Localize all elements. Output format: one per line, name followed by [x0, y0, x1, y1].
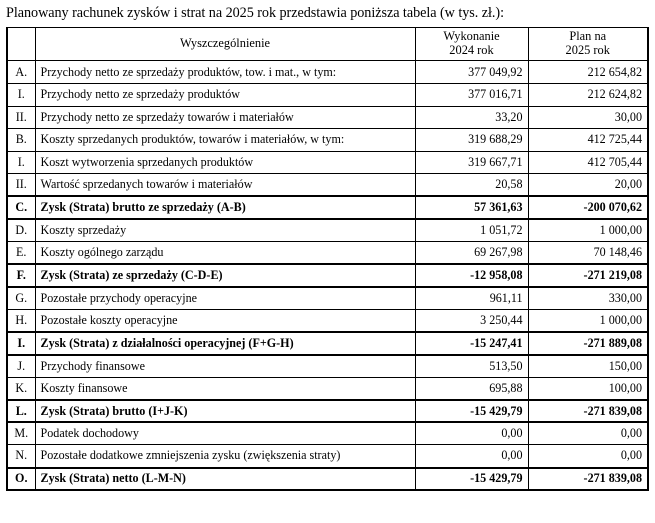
row-value-plan-2025: 100,00	[528, 377, 648, 400]
row-value-plan-2025: 412 705,44	[528, 151, 648, 174]
row-value-plan-2025: 0,00	[528, 445, 648, 468]
row-letter: B.	[7, 129, 35, 152]
table-row	[7, 355, 648, 378]
table-row	[7, 61, 648, 84]
row-letter: K.	[7, 377, 35, 400]
intro-paragraph: Planowany rachunek zysków i strat na 2025 rok przedstawia poniższa tabela (w tys. zł.):	[6, 5, 504, 21]
row-letter: II.	[7, 106, 35, 129]
row-description: Koszt wytworzenia sprzedanych produktów	[35, 151, 415, 174]
row-letter: I.	[7, 151, 35, 174]
row-letter: F.	[7, 264, 35, 287]
table-row	[7, 196, 648, 219]
table-row	[7, 445, 648, 468]
row-value-actual-2024: -15 429,79	[415, 400, 528, 423]
row-value-actual-2024: 0,00	[415, 445, 528, 468]
row-value-actual-2024: 0,00	[415, 422, 528, 445]
table-row	[7, 83, 648, 106]
row-value-plan-2025: 212 654,82	[528, 61, 648, 84]
column-header-plan-line2: 2025 rok	[565, 43, 610, 58]
row-value-actual-2024: 377 016,71	[415, 83, 528, 106]
row-letter: G.	[7, 287, 35, 310]
table-row	[7, 151, 648, 174]
row-description: Pozostałe koszty operacyjne	[35, 309, 415, 332]
row-value-plan-2025: -271 839,08	[528, 468, 648, 491]
row-value-actual-2024: -15 247,41	[415, 332, 528, 355]
column-header-plan	[528, 28, 648, 61]
row-description: Pozostałe przychody operacyjne	[35, 287, 415, 310]
row-value-plan-2025: -271 839,08	[528, 400, 648, 423]
row-description: Przychody netto ze sprzedaży towarów i materiałów	[35, 106, 415, 129]
row-value-plan-2025: -271 889,08	[528, 332, 648, 355]
row-value-actual-2024: -12 958,08	[415, 264, 528, 287]
row-value-actual-2024: -15 429,79	[415, 468, 528, 491]
column-header-actual	[415, 28, 528, 61]
table-row	[7, 400, 648, 423]
row-description: Koszty ogólnego zarządu	[35, 242, 415, 265]
table-row	[7, 332, 648, 355]
table-row	[7, 309, 648, 332]
row-letter: A.	[7, 61, 35, 84]
row-value-actual-2024: 69 267,98	[415, 242, 528, 265]
row-description: Zysk (Strata) brutto ze sprzedaży (A-B)	[35, 196, 415, 219]
row-description: Zysk (Strata) netto (L-M-N)	[35, 468, 415, 491]
column-header-actual-line1: Wykonanie	[443, 29, 500, 44]
table-row	[7, 377, 648, 400]
row-value-plan-2025: 330,00	[528, 287, 648, 310]
row-description: Pozostałe dodatkowe zmniejszenia zysku (zwiększenia straty)	[35, 445, 415, 468]
row-letter: C.	[7, 196, 35, 219]
row-value-actual-2024: 513,50	[415, 355, 528, 378]
row-description: Koszty sprzedaży	[35, 219, 415, 242]
row-letter: II.	[7, 174, 35, 197]
table-row	[7, 287, 648, 310]
table-row	[7, 129, 648, 152]
row-value-plan-2025: 70 148,46	[528, 242, 648, 265]
table-row	[7, 242, 648, 265]
row-value-plan-2025: -271 219,08	[528, 264, 648, 287]
row-description: Koszty finansowe	[35, 377, 415, 400]
column-header-actual-line2: 2024 rok	[449, 43, 494, 58]
row-description: Zysk (Strata) z działalności operacyjnej (F+G-H)	[35, 332, 415, 355]
column-header-description: Wyszczególnienie	[35, 28, 415, 61]
row-value-actual-2024: 377 049,92	[415, 61, 528, 84]
row-value-actual-2024: 1 051,72	[415, 219, 528, 242]
row-description: Przychody netto ze sprzedaży produktów	[35, 83, 415, 106]
row-value-plan-2025: 0,00	[528, 422, 648, 445]
row-letter: H.	[7, 309, 35, 332]
row-description: Przychody netto ze sprzedaży produktów, tow. i mat., w tym:	[35, 61, 415, 84]
row-value-actual-2024: 33,20	[415, 106, 528, 129]
table-body	[7, 61, 648, 490]
row-value-plan-2025: -200 070,62	[528, 196, 648, 219]
row-description: Zysk (Strata) ze sprzedaży (C-D-E)	[35, 264, 415, 287]
row-letter: L.	[7, 400, 35, 423]
row-value-plan-2025: 1 000,00	[528, 309, 648, 332]
row-letter: O.	[7, 468, 35, 491]
row-description: Koszty sprzedanych produktów, towarów i materiałów, w tym:	[35, 129, 415, 152]
row-value-actual-2024: 20,58	[415, 174, 528, 197]
row-letter: D.	[7, 219, 35, 242]
row-value-actual-2024: 319 667,71	[415, 151, 528, 174]
row-description: Przychody finansowe	[35, 355, 415, 378]
row-value-plan-2025: 20,00	[528, 174, 648, 197]
row-description: Zysk (Strata) brutto (I+J-K)	[35, 400, 415, 423]
table-row	[7, 264, 648, 287]
row-value-plan-2025: 150,00	[528, 355, 648, 378]
row-value-actual-2024: 695,88	[415, 377, 528, 400]
row-value-actual-2024: 57 361,63	[415, 196, 528, 219]
row-description: Podatek dochodowy	[35, 422, 415, 445]
profit-and-loss-table	[6, 27, 649, 491]
table-row	[7, 106, 648, 129]
row-letter: E.	[7, 242, 35, 265]
row-letter: N.	[7, 445, 35, 468]
table-row	[7, 219, 648, 242]
row-value-actual-2024: 961,11	[415, 287, 528, 310]
row-description: Wartość sprzedanych towarów i materiałów	[35, 174, 415, 197]
table-row	[7, 174, 648, 197]
table-row	[7, 468, 648, 491]
row-value-plan-2025: 212 624,82	[528, 83, 648, 106]
row-value-plan-2025: 1 000,00	[528, 219, 648, 242]
row-value-actual-2024: 3 250,44	[415, 309, 528, 332]
table-header	[7, 28, 648, 61]
row-letter: M.	[7, 422, 35, 445]
row-letter: I.	[7, 332, 35, 355]
column-header-letter	[7, 28, 35, 61]
row-letter: J.	[7, 355, 35, 378]
row-value-plan-2025: 30,00	[528, 106, 648, 129]
table-row	[7, 422, 648, 445]
row-value-plan-2025: 412 725,44	[528, 129, 648, 152]
header-row	[7, 28, 648, 61]
column-header-plan-line1: Plan na	[569, 29, 607, 44]
row-letter: I.	[7, 83, 35, 106]
row-value-actual-2024: 319 688,29	[415, 129, 528, 152]
